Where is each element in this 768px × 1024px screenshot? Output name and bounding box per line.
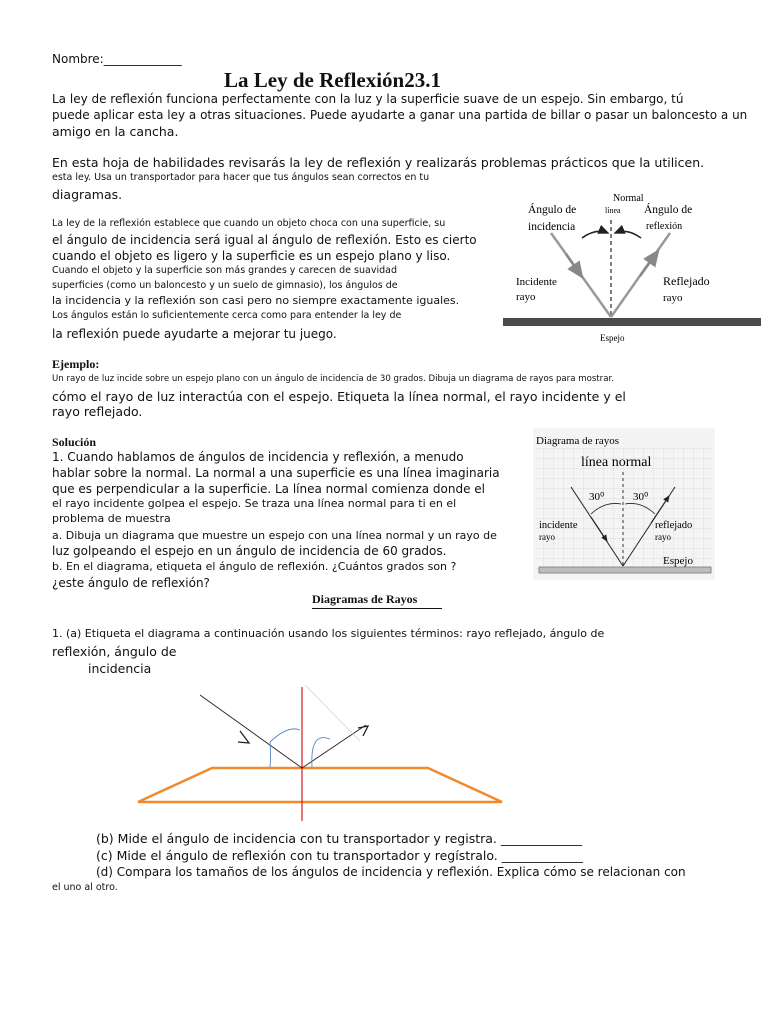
law-line-3: cuando el objeto es ligero y la superficie es un espejo plano y liso. (52, 249, 451, 263)
question-1d-line-1: (d) Compara los tamaños de los ángulos de incidencia y reflexión. Explica cómo se relacionan con (96, 865, 686, 879)
mirror-label: Espejo (600, 333, 625, 343)
ray-diagram (533, 428, 715, 580)
solution-line-4: el rayo incidente golpea el espejo. Se traza una línea normal para ti en el (52, 497, 457, 510)
incidence-arc (582, 231, 608, 238)
ray-incident-label-1: incidente (539, 520, 578, 531)
skills-line-1: En esta hoja de habilidades revisarás la ley de reflexión y realizarás problemas prácticos que la utilicen. (52, 155, 705, 170)
angle-reflection-label-1: Ángulo de (644, 204, 693, 216)
solution-line-6: a. Dibuja un diagrama que muestre un espejo con una línea normal y un rayo de (52, 529, 497, 542)
question-1a-line-1: 1. (a) Etiqueta el diagrama a continuación usando los siguientes términos: rayo reflejado, ángulo de (52, 627, 605, 640)
exercise-incident-ray (200, 695, 302, 768)
solution-line-5: problema de muestra (52, 512, 171, 525)
law-line-6: la incidencia y la reflexión son casi pero no siempre exactamente iguales. (52, 294, 460, 307)
exercise-left-arc (270, 742, 271, 767)
reflected-ray-label-2: rayo (663, 292, 683, 304)
solution-line-7: luz golpeando el espejo en un ángulo de incidencia de 60 grados. (52, 544, 447, 558)
example-line-1: Un rayo de luz incide sobre un espejo plano con un ángulo de incidencia de 30 grados. Dibuja un diagrama de rayos para mostrar. (52, 374, 614, 384)
angle-left-label: 30⁰ (589, 491, 605, 503)
name-field-label: Nombre:_____________ (52, 52, 182, 66)
solution-line-8: b. En el diagrama, etiqueta el ángulo de reflexión. ¿Cuántos grados son ? (52, 560, 457, 573)
example-line-3: rayo reflejado. (52, 404, 143, 419)
normal-sub-label: línea (605, 206, 621, 215)
example-heading: Ejemplo: (52, 357, 100, 371)
ray-reflected-label-2: rayo (655, 532, 671, 542)
solution-line-2: hablar sobre la normal. La normal a una superficie es una línea imaginaria (52, 466, 500, 480)
question-1d-line-2: el uno al otro. (52, 882, 118, 893)
question-1a-line-2: reflexión, ángulo de (52, 644, 177, 659)
intro-line-1: La ley de reflexión funciona perfectamente con la luz y la superficie suave de un espejo. Sin embargo, tú (52, 92, 684, 106)
solution-heading: Solución (52, 435, 97, 449)
intro-line-3: amigo en la cancha. (52, 124, 179, 139)
ray-mirror-label: Espejo (663, 555, 693, 567)
skills-line-2: esta ley. Usa un transportador para hacer que tus ángulos sean correctos en tu (52, 172, 430, 183)
question-1a-line-3: incidencia (88, 661, 152, 676)
skills-line-3: diagramas. (52, 187, 123, 202)
ray-reflected-label-1: reflejado (655, 520, 693, 531)
exercise-incident-arrowhead (238, 731, 249, 743)
normal-label: Normal (613, 193, 644, 204)
example-line-2: cómo el rayo de luz interactúa con el espejo. Etiqueta la línea normal, el rayo incidente y el (52, 389, 626, 404)
mirror-surface (503, 318, 761, 326)
normal-line-label: línea normal (581, 455, 652, 470)
solution-line-1: 1. Cuando hablamos de ángulos de incidencia y reflexión, a menudo (52, 450, 464, 464)
law-line-1: La ley de la reflexión establece que cuando un objeto choca con una superficie, su (52, 218, 446, 229)
law-line-5: superficies (como un baloncesto y un suelo de gimnasio), los ángulos de (52, 280, 398, 291)
law-line-8: la reflexión puede ayudarte a mejorar tu juego. (52, 327, 337, 341)
reflection-diagram (500, 188, 766, 344)
law-line-7: Los ángulos están lo suficientemente cerca como para entender la ley de (52, 310, 402, 321)
solution-line-3: que es perpendicular a la superficie. La línea normal comienza donde el (52, 482, 486, 496)
ray-diagram-title: Diagrama de rayos (536, 435, 620, 447)
ray-incident-label-2: rayo (539, 532, 555, 542)
mirror-trapezoid (138, 768, 502, 802)
solution-line-9: ¿este ángulo de reflexión? (52, 576, 210, 590)
exercise-right-arc (312, 738, 330, 767)
section-heading: Diagramas de Rayos (312, 592, 442, 609)
page-title: La Ley de Reflexión23.1 (224, 68, 441, 92)
exercise-reflected-arrowhead (358, 726, 368, 736)
law-line-2: el ángulo de incidencia será igual al ángulo de reflexión. Esto es cierto (52, 233, 477, 247)
question-1c: (c) Mide el ángulo de reflexión con tu transportador y regístralo. _____________ (96, 848, 584, 863)
angle-incidence-label-1: Ángulo de (528, 204, 577, 216)
angle-reflection-label-2: reflexión (646, 221, 683, 232)
reflection-arc (615, 231, 641, 238)
intro-line-2: puede aplicar esta ley a otras situaciones. Puede ayudarte a ganar una partida de billar o pasar un baloncesto a un (52, 108, 748, 122)
angle-right-label: 30⁰ (633, 491, 649, 503)
incident-ray-label-1: Incidente (516, 276, 557, 288)
reflected-ray-label-1: Reflejado (663, 274, 710, 288)
law-line-4: Cuando el objeto y la superficie son más grandes y carecen de suavidad (52, 265, 397, 276)
question-1b: (b) Mide el ángulo de incidencia con tu transportador y registra. _____________ (96, 831, 583, 846)
angle-incidence-label-2: incidencia (528, 221, 576, 233)
incident-ray-label-2: rayo (516, 291, 536, 303)
exercise-diagram (130, 683, 510, 823)
ray-mirror-surface (539, 567, 711, 573)
